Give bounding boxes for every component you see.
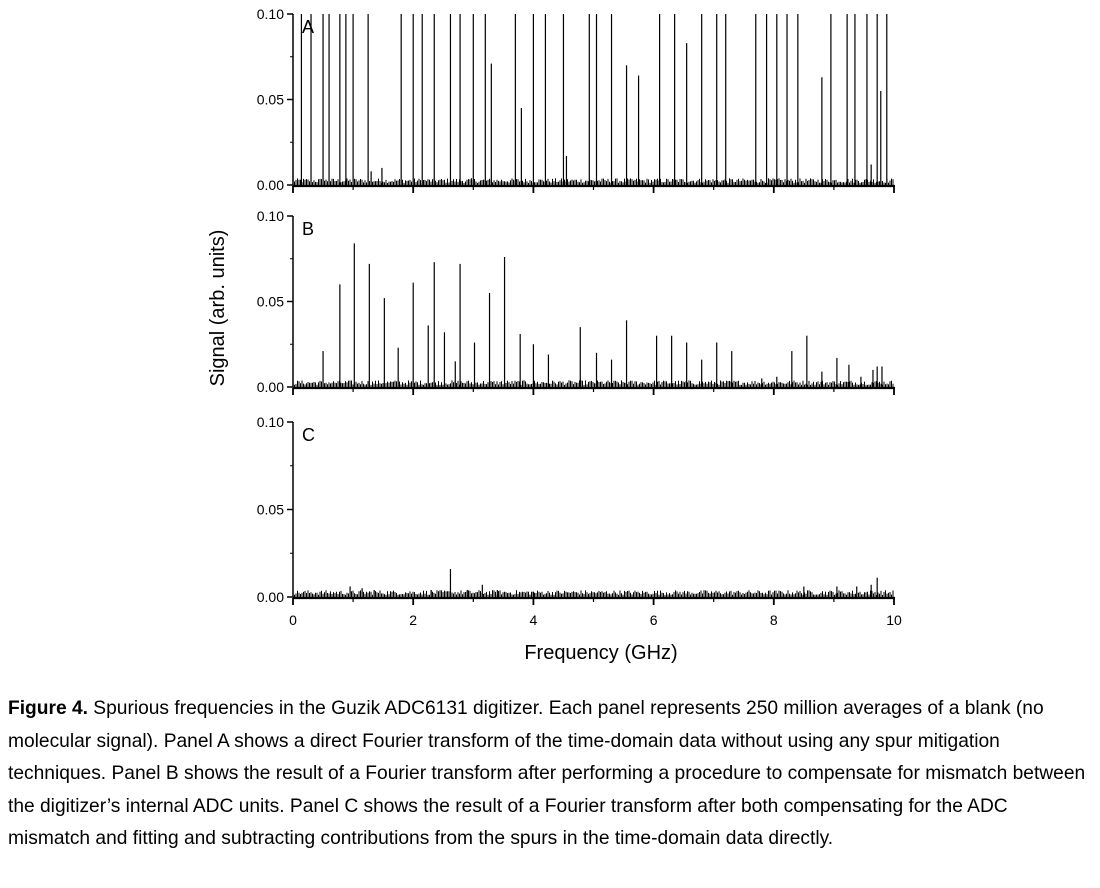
panel-b-letter: B [302, 219, 315, 239]
panel-c-letter: C [302, 425, 315, 445]
x-tick-label: 6 [649, 612, 658, 628]
panel-a-y-tick-label: 0.10 [256, 6, 284, 22]
spikes-layer [301, 14, 886, 597]
caption-text: Spurious frequencies in the Guzik ADC6131 digitizer. Each panel represents 250 million averages of a blank (no molecular signal). Panel A shows a direct Fourier transform of the time-domain data without using any spur mitigation techniques. Panel B shows the result of a Fourier transform after performing a procedure to compensate for mismatch between the digitizer’s internal ADC units. Panel C shows the result of a Fourier transform after both compensating for the ADC mismatch and fitting and subtracting contributions from the spurs in the time-domain data directly. [8, 698, 1086, 849]
panel-b-y-tick-label: 0.00 [256, 379, 284, 395]
x-axis-label: Frequency (GHz) [524, 642, 678, 664]
y-axis-label: Signal (arb. units) [207, 229, 229, 387]
panel-a-y-tick-label: 0.05 [256, 91, 284, 108]
panel-c-y-tick-label: 0.10 [256, 414, 284, 430]
panel-b-y-tick-label: 0.05 [256, 293, 284, 310]
figure-caption [8, 693, 1094, 856]
panel-a-y-tick-label: 0.00 [256, 177, 284, 193]
panel-c-noise-floor [293, 590, 893, 597]
caption-label: Figure 4. [8, 698, 88, 719]
x-tick-label: 4 [529, 612, 538, 628]
panel-c-y-tick-label: 0.05 [256, 501, 284, 518]
x-tick-label: 0 [289, 612, 297, 628]
x-tick-label: 2 [409, 612, 418, 628]
x-tick-label: 8 [769, 612, 778, 628]
panel-a-noise-floor [293, 178, 893, 185]
panel-b-y-tick-label: 0.10 [256, 208, 284, 224]
panel-b-noise-floor [293, 380, 893, 387]
x-tick-label: 10 [886, 612, 902, 628]
panel-a-letter: A [302, 17, 315, 37]
panel-c-y-tick-label: 0.00 [256, 589, 284, 605]
